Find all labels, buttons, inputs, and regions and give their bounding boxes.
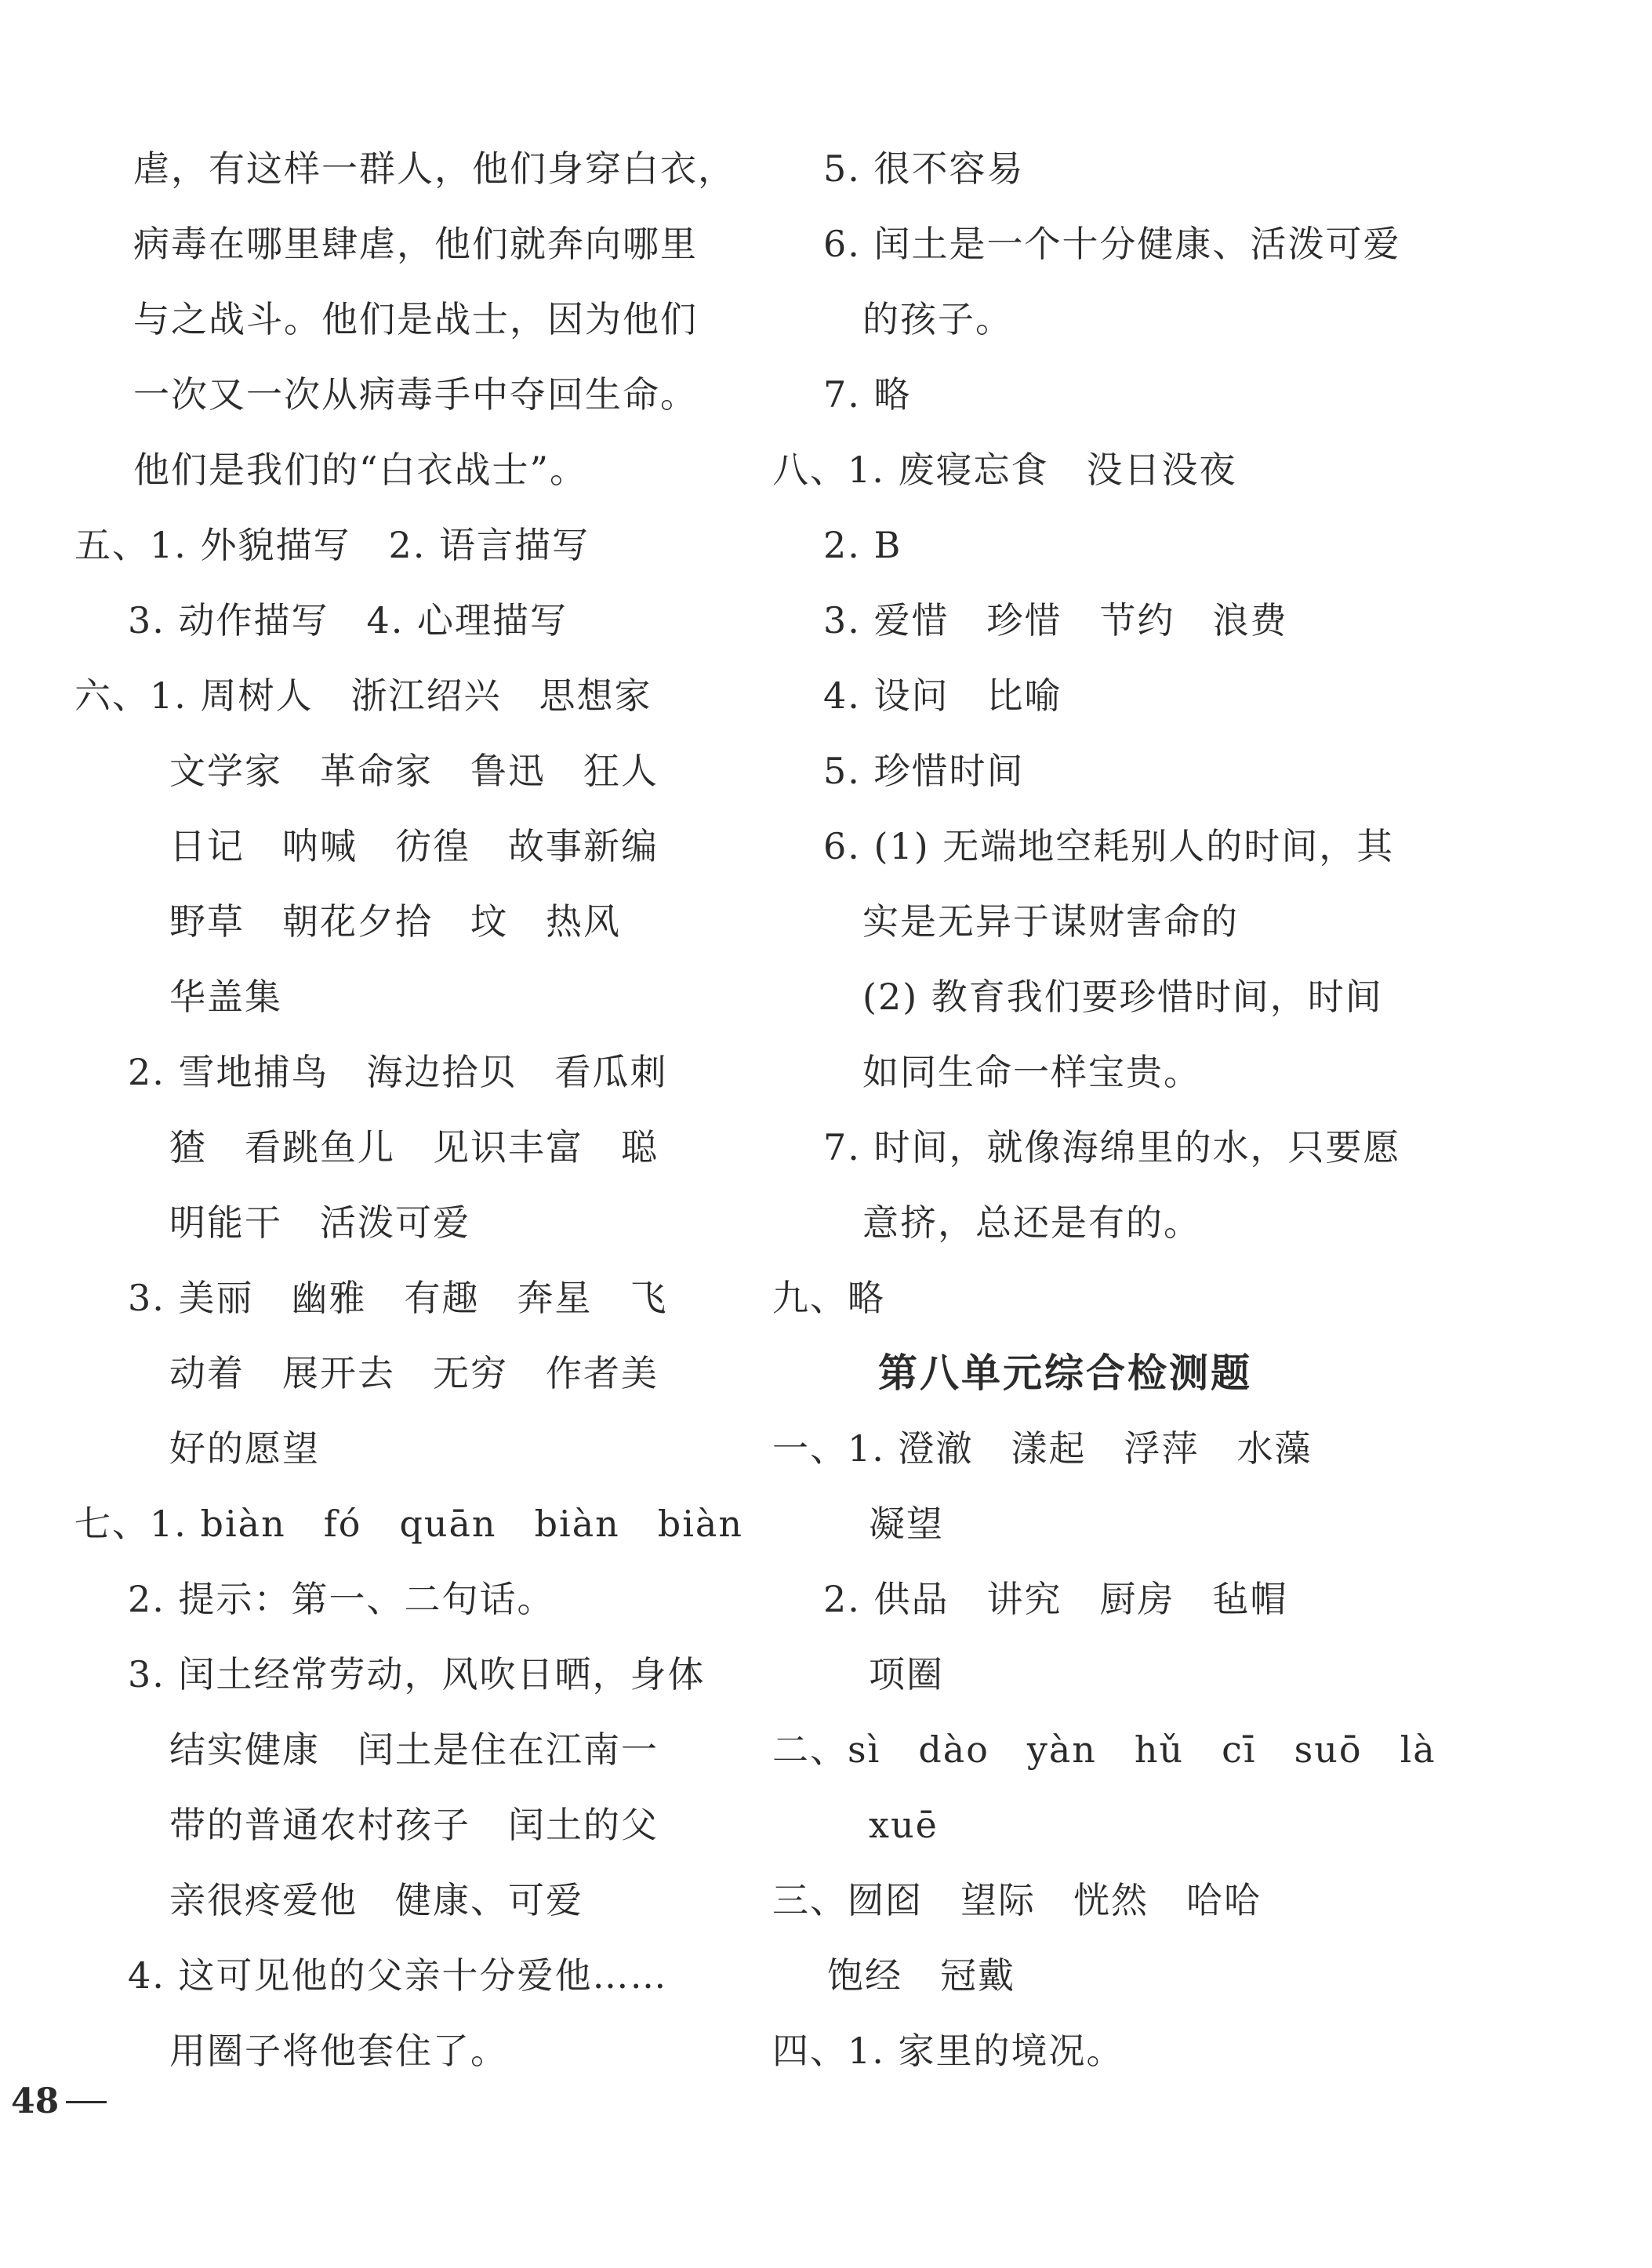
text-line: 一次又一次从病毒手中夺回生命。 [133, 373, 698, 416]
text-line: 2. 雪地捕鸟 海边拾贝 看瓜刺 [128, 1051, 668, 1093]
page-number: 48 [11, 2081, 60, 2121]
text-line: 凝望 [869, 1503, 944, 1545]
text-line: 用圈子将他套住了。 [169, 2030, 508, 2072]
text-line: 八、1. 废寝忘食 没日没夜 [772, 449, 1237, 491]
text-line: 他们是我们的“白衣战士”。 [133, 449, 588, 491]
text-line: 5. 很不容易 [823, 147, 1025, 190]
text-line: 九、略 [772, 1277, 885, 1319]
text-line: 五、1. 外貌描写 2. 语言描写 [74, 524, 590, 566]
text-line: 4. 设问 比喻 [823, 674, 1062, 717]
text-line: 虐，有这样一群人，他们身穿白衣， [133, 147, 735, 190]
text-line: 六、1. 周树人 浙江绍兴 思想家 [74, 674, 652, 717]
text-line: 3. 美丽 幽雅 有趣 奔星 飞 [128, 1277, 668, 1319]
page-number-dash [66, 2101, 107, 2103]
text-line: 三、囫囵 望际 恍然 哈哈 [772, 1879, 1262, 1921]
text-line: 与之战斗。他们是战士，因为他们 [133, 298, 698, 340]
text-line: 3. 闰土经常劳动，风吹日晒，身体 [128, 1653, 706, 1696]
text-line: 2. 供品 讲究 厨房 毡帽 [823, 1578, 1288, 1620]
text-line: 结实健康 闰土是住在江南一 [169, 1728, 659, 1771]
text-line: 野草 朝花夕拾 坟 热风 [169, 900, 621, 943]
section-heading: 第八单元综合检测题 [878, 1350, 1252, 1396]
text-line: 日记 呐喊 彷徨 故事新编 [169, 825, 659, 867]
text-line: 2. 提示：第一、二句话。 [128, 1578, 555, 1620]
text-line: 华盖集 [169, 976, 282, 1018]
text-line: 亲很疼爱他 健康、可爱 [169, 1879, 583, 1921]
text-line: (2) 教育我们要珍惜时间，时间 [862, 976, 1383, 1018]
text-line: 好的愿望 [169, 1427, 320, 1470]
text-line: 文学家 革命家 鲁迅 狂人 [169, 750, 659, 792]
text-line: 3. 动作描写 4. 心理描写 [128, 599, 568, 642]
text-line: 实是无异于谋财害命的 [862, 900, 1239, 943]
text-line: 饱经 冠戴 [827, 1954, 1015, 1997]
text-line: 7. 时间，就像海绵里的水，只要愿 [823, 1126, 1401, 1169]
text-line: 一、1. 澄澈 漾起 浮萍 水藻 [772, 1427, 1313, 1470]
text-line: 四、1. 家里的境况。 [772, 2030, 1124, 2072]
text-line: 7. 略 [823, 373, 912, 416]
text-line: 3. 爱惜 珍惜 节约 浪费 [823, 599, 1288, 642]
text-line: 明能干 活泼可爱 [169, 1201, 470, 1244]
text-line: 病毒在哪里肆虐，他们就奔向哪里 [133, 223, 698, 265]
text-line: 猹 看跳鱼儿 见识丰富 聪 [169, 1126, 659, 1169]
text-line: 6. (1) 无端地空耗别人的时间，其 [823, 825, 1395, 867]
text-line: 2. B [823, 524, 902, 566]
text-line: 4. 这可见他的父亲十分爱他…… [128, 1954, 668, 1997]
text-line: 带的普通农村孩子 闰土的父 [169, 1804, 659, 1846]
text-line: 意挤，总还是有的。 [862, 1201, 1201, 1244]
text-line: 的孩子。 [862, 298, 1013, 340]
text-line: 项圈 [869, 1653, 944, 1696]
text-line: 动着 展开去 无穷 作者美 [169, 1352, 659, 1394]
text-line: 二、sì dào yàn hǔ cī suō là [772, 1728, 1436, 1771]
text-line: 七、1. biàn fó quān biàn biàn [74, 1503, 743, 1545]
text-line: 如同生命一样宝贵。 [862, 1051, 1201, 1093]
text-line: xuē [869, 1804, 939, 1846]
text-line: 6. 闰土是一个十分健康、活泼可爱 [823, 223, 1401, 265]
text-line: 5. 珍惜时间 [823, 750, 1025, 792]
